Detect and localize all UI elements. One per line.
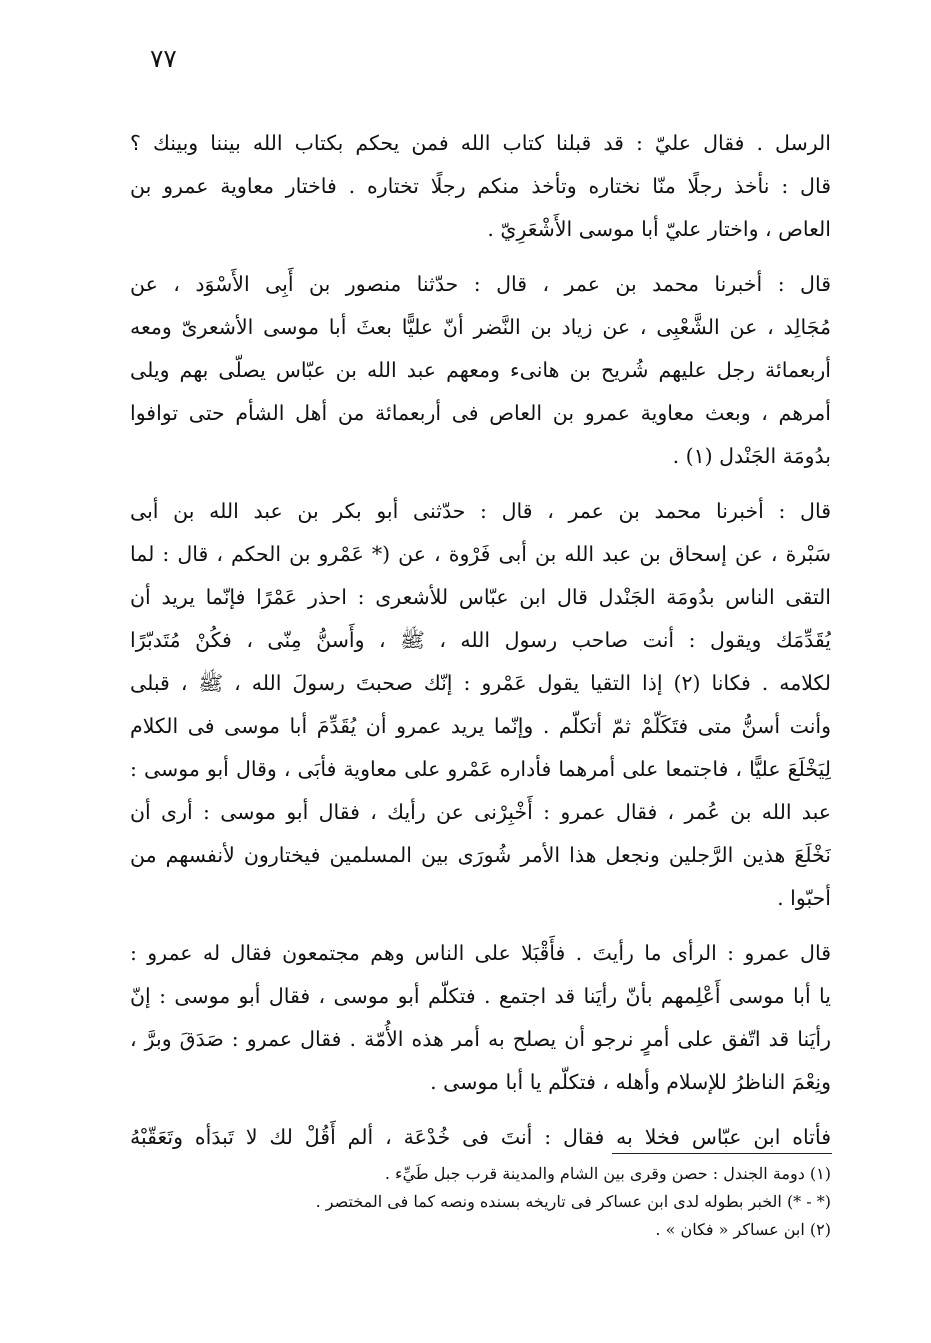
paragraph — [130, 490, 831, 920]
text-line: مُجَالِد ، عن الشَّعْبِى ، عن زياد بن النَّضر أنّ عليًّا بعثَ أبا موسى الأشعرىّ ومعه — [130, 315, 831, 339]
text-line: الرسل . فقال عليّ : قد قبلنا كتاب الله فمن يحكم بكتاب الله بيننا وبينك ؟ — [130, 131, 831, 155]
text-line: عبد الله بن عُمر ، فقال عمرو : أَخْبِرْنى عن رأيك ، فقال أبو موسى : أرى أن — [130, 800, 831, 824]
text-line: أحبّوا . — [777, 886, 831, 910]
text-line: نَخْلَعَ هذين الرَّجلين ونجعل هذا الأمر شُورَى بين المسلمين فيختارون لأنفسهم من — [130, 843, 831, 867]
text-line: يا أبا موسى أَعْلِمهم بأنّ رأيَنا قد اجتمع . فتكلّم أبو موسى ، فقال أبو موسى : إنّ — [130, 984, 831, 1008]
text-line: لِيَخْلَعَ عليًّا ، فاجتمعا على أمرهما فأداره عَمْرو على معاوية فأبَى ، وقال أبو موسى : — [130, 757, 831, 781]
text-line: التقى الناس بدُومَة الجَنْدل قال ابن عبّاس للأشعرى : احذر عَمْرًا فإنّما يريد أن — [130, 585, 831, 609]
text-line: وأنت أسنُّ متى فتَكَلّمْ ثمّ أتكلّم . وإنّما يريد عمرو أن يُقَدِّمَ أبا موسى فى الكلام — [130, 714, 831, 738]
text-line: بدُومَة الجَنْدل (١) . — [672, 444, 831, 468]
text-line: لكلامه . فكانا (٢) إذا التقيا يقول عَمْرو : إنّك صحبتَ رسولَ الله ، ﷺ ، قبلى — [130, 671, 831, 695]
text-line: أمرهم ، وبعث معاوية عمرو بن العاص فى أربعمائة من أهل الشأم حتى توافوا — [130, 401, 831, 425]
text-line: أربعمائة رجل عليهم شُريح بن هانىء ومعهم عبد الله بن عبّاس يصلّى بهم ويلى — [130, 358, 831, 382]
text-line: يُقَدِّمَك ويقول : أنت صاحب رسول الله ، ﷺ ، وأَسنُّ مِنّى ، فكُنْ مُتَدبّرًا — [130, 628, 831, 652]
text-line: ونِعْمَ الناظرُ للإسلام وأهله ، فتكلّم يا أبا موسى . — [430, 1070, 831, 1094]
paragraph — [130, 263, 831, 478]
main-text — [130, 122, 831, 1159]
text-line: رأيَنا قد اتّفق على أمرٍ نرجو أن يصلح به أمر هذه الأُمّة . فقال عمرو : صَدَقَ وبرَّ ، — [130, 1027, 831, 1051]
paragraph — [130, 122, 831, 251]
text-line: العاص ، واختار عليّ أبا موسى الأَشْعَرِيّ . — [487, 217, 831, 241]
footnote: (٢) ابن عساكر « فكان » . — [655, 1220, 831, 1239]
footnote: (١) دومة الجندل : حصن وقرى بين الشام والمدينة قرب جبل طَيِّء . — [384, 1164, 831, 1183]
text-line: سَبْرة ، عن إسحاق بن عبد الله بن أبى فَرْوة ، عن (* عَمْرو بن الحكم ، قال : لما — [130, 542, 831, 566]
text-line: قال عمرو : الرأى ما رأيتَ . فأَقْبَلا على الناس وهم مجتمعون فقال له عمرو : — [130, 941, 831, 965]
text-line: فأتاه ابن عبّاس فخلا به فقال : أنتَ فى خُدْعَة ، ألم أَقُلْ لك لا تَبدَأه وتَعَقّبْهُ — [130, 1125, 831, 1149]
text-line: قال : أخبرنا محمد بن عمر ، قال : حدّثنا منصور بن أَبِى الأَسْوَد ، عن — [130, 272, 831, 296]
page-number: ٧٧ — [150, 44, 177, 73]
text-line: قال : أخبرنا محمد بن عمر ، قال : حدّثنى أبو بكر بن عبد الله بن أبى — [130, 499, 831, 523]
footnote-separator — [612, 1153, 832, 1154]
paragraph — [130, 932, 831, 1104]
footnote: (* - *) الخبر بطوله لدى ابن عساكر فى تاريخه بسنده ونصه كما فى المختصر . — [315, 1192, 831, 1211]
footnotes — [130, 1160, 831, 1244]
text-line: قال : نأخذ رجلًا منّا نختاره وتأخذ منكم رجلًا تختاره . فاختار معاوية عمرو بن — [130, 174, 831, 198]
